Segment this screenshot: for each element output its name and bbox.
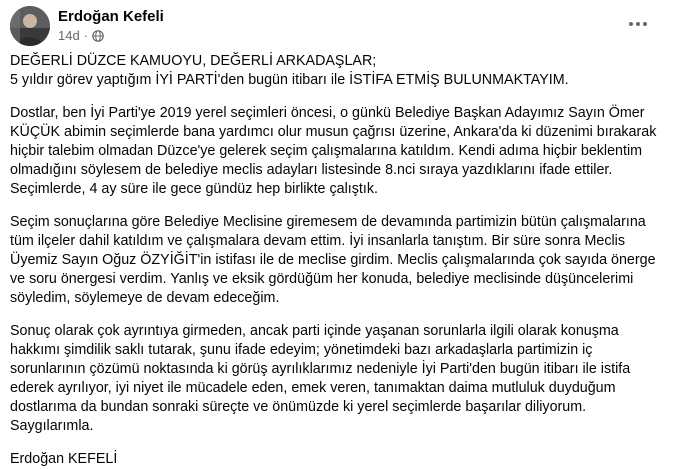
author-name[interactable]: Erdoğan Kefeli (58, 8, 164, 25)
author-block (58, 8, 164, 44)
avatar[interactable] (10, 6, 50, 46)
globe-icon[interactable] (92, 30, 104, 42)
post-header (10, 6, 164, 46)
post-paragraph: Dostlar, ben İyi Parti'ye 2019 yerel seçimleri öncesi, o günkü Belediye Başkan Adayımız Sayın Ömer KÜÇÜK abimin seçimlerde bana yardımcı olur musun çağrısı üzerine, Ankara'da ki düzenimi bırakarak hiçbir talebim olmadan Düzce'ye gelerek seçim çalışmalarına katıldım. Kendi adıma hiçbir beklentim olmadığını söylesem de belediye meclis adayları listesinde 8.nci sıraya yazdıklarını ifade ettiler. Seçimlerde, 4 ay süre ile gece gündüz hep birlikte çalıştık. (10, 105, 657, 197)
post-timestamp[interactable]: 14d (58, 28, 80, 43)
avatar-image (10, 6, 50, 46)
post-signature: Erdoğan KEFELİ (10, 451, 118, 467)
post-meta (58, 28, 164, 44)
more-options-button[interactable] (620, 12, 656, 36)
post-paragraph: Seçim sonuçlarına göre Belediye Meclisine giremesem de devamında partimizin bütün çalışmalarına tüm ilçeler dahil katıldım ve çalışmalara devam ettim. İyi insanlarla tanıştım. Bir süre sonra Meclis Üyemiz Sayın Oğuz ÖZYİĞİT'in istifası ile de meclise girdim. Meclis çalışmalarında çok sayıda önerge ve soru önergesi verdim. Yanlış ve eksik gördüğüm her konuda, belediye meclisinde düşüncelerimi söyledim, söylemeye de devam edeceğim. (10, 214, 656, 306)
post-paragraph: Sonuç olarak çok ayrıntıya girmeden, ancak parti içinde yaşanan sorunlarla ilgili olarak konuşma hakkımı şimdilik saklı tutarak, şunu ifade edeyim; yönetimdeki bazı arkadaşlarla partimizin iç sorunlarının çözümü noktasında ki görüş ayrılıklarımız nedeniyle İyi Parti'den bugün itibarı ile istifa ederek ayrılıyor, iyi niyet ile mücadele eden, emek veren, tanımaktan daima mutluluk duyduğum dostlarıma da bundan sonraki süreçte ve önümüzde ki yerel seçimlerde başarılar diliyorum. Saygılarımla. (10, 323, 631, 434)
post-paragraph: DEĞERLİ DÜZCE KAMUOYU, DEĞERLİ ARKADAŞLAR; 5 yıldır görev yaptığım İYİ PARTİ'den bugün itibarı ile İSTİFA ETMİŞ BULUNMAKTAYIM. (10, 53, 569, 88)
post-body (10, 52, 670, 469)
more-horizontal-icon (628, 21, 648, 27)
meta-separator: · (83, 28, 89, 43)
